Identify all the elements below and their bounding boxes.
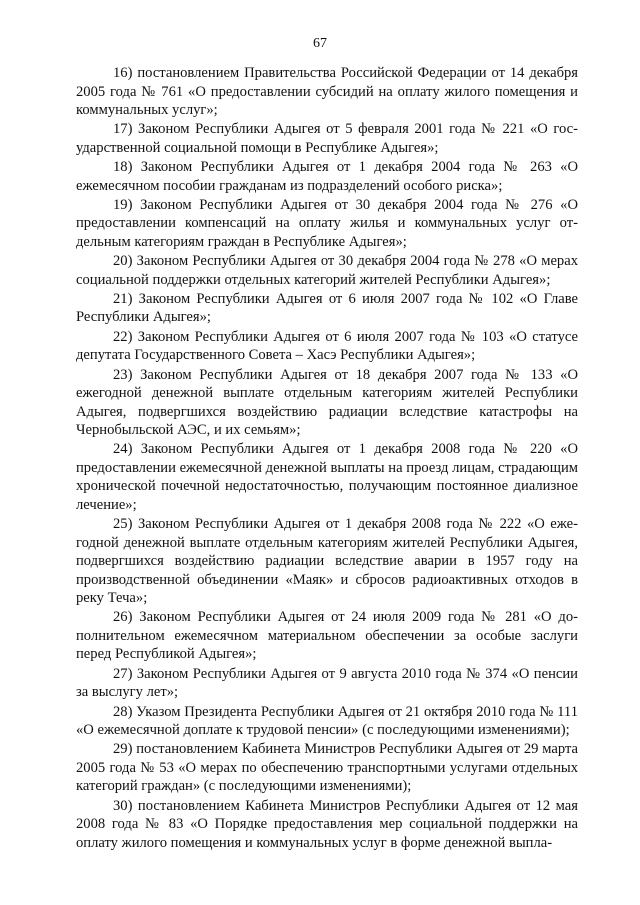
list-item: 24) Законом Республики Адыгея от 1 декабря 2008 года № 220 «О предоставлении ежемесячной денежной выплаты на проезд лицам, страдающим хронической почечной недостаточностью, получающим постоянное диализное лечение»; (76, 441, 578, 513)
list-item: 21) Законом Республики Адыгея от 6 июля 2007 года № 102 «О Главе Республики Адыгея»; (76, 290, 578, 326)
document-body (76, 64, 578, 852)
list-item: 25) Законом Республики Адыгея от 1 декабря 2008 года № 222 «О ежегодной денежной выплате отдельным категориям жителей Республики Адыгея, подвергшихся воздействию радиации вследствие аварии в 1957 году на производственной объединении «Маяк» и сбросов радиоактивных отходов в реку Теча»; (76, 516, 578, 607)
list-item: 27) Законом Республики Адыгея от 9 августа 2010 года № 374 «О пенсии за выслугу лет»; (76, 665, 578, 701)
list-item: 18) Законом Республики Адыгея от 1 декабря 2004 года № 263 «О ежемесячном пособии гражданам из подразделений особого риска»; (76, 159, 578, 194)
page-number: 67 (313, 36, 327, 51)
list-item: 19) Законом Республики Адыгея от 30 декабря 2004 года № 276 «О предоставлении компенсаций на оплату жилья и коммунальных услуг отдельным категориям граждан в Республике Адыгея»; (76, 196, 578, 250)
list-item: 28) Указом Президента Республики Адыгея от 21 октября 2010 года № 111 «О ежемесячной доплате к трудовой пенсии» (с последующими изменениями); (76, 703, 578, 739)
list-item: 16) постановлением Правительства Российской Федерации от 14 декабря 2005 года № 761 «О предоставлении субсидий на оплату жилого помещения и коммунальных услуг»; (76, 65, 578, 118)
list-item: 23) Законом Республики Адыгея от 18 декабря 2007 года № 133 «О ежегодной денежной выплате отдельным категориям жителей Республики Адыгея, подвергшихся воздействию радиации вследствие катастрофы на Чернобыльской АЭС, и их семьям»; (76, 366, 578, 439)
list-item: 30) постановлением Кабинета Министров Республики Адыгея от 12 мая 2008 года № 83 «О Порядке предоставления мер социальной поддержки на оплату жилого помещения и коммунальных услуг в форме денежной выпла- (76, 797, 578, 851)
list-item: 17) Законом Республики Адыгея от 5 февраля 2001 года № 221 «О государственной социальной помощи в Республике Адыгея»; (76, 121, 578, 156)
list-item: 20) Законом Республики Адыгея от 30 декабря 2004 года № 278 «О мерах социальной поддержки отдельных категорий жителей Республики Адыгея»; (76, 253, 578, 288)
list-item: 29) постановлением Кабинета Министров Республики Адыгея от 29 марта 2005 года № 53 «О мерах по обеспечению транспортными услугами отдельных категорий граждан» (с последующими изменениями); (76, 741, 578, 795)
list-item: 26) Законом Республики Адыгея от 24 июля 2009 года № 281 «О дополнительном ежемесячном материальном обеспечении за особые заслуги перед Республикой Адыгея»; (76, 609, 578, 663)
list-item: 22) Законом Республики Адыгея от 6 июля 2007 года № 103 «О статусе депутата Государственного Совета – Хасэ Республики Адыгея»; (76, 328, 578, 364)
